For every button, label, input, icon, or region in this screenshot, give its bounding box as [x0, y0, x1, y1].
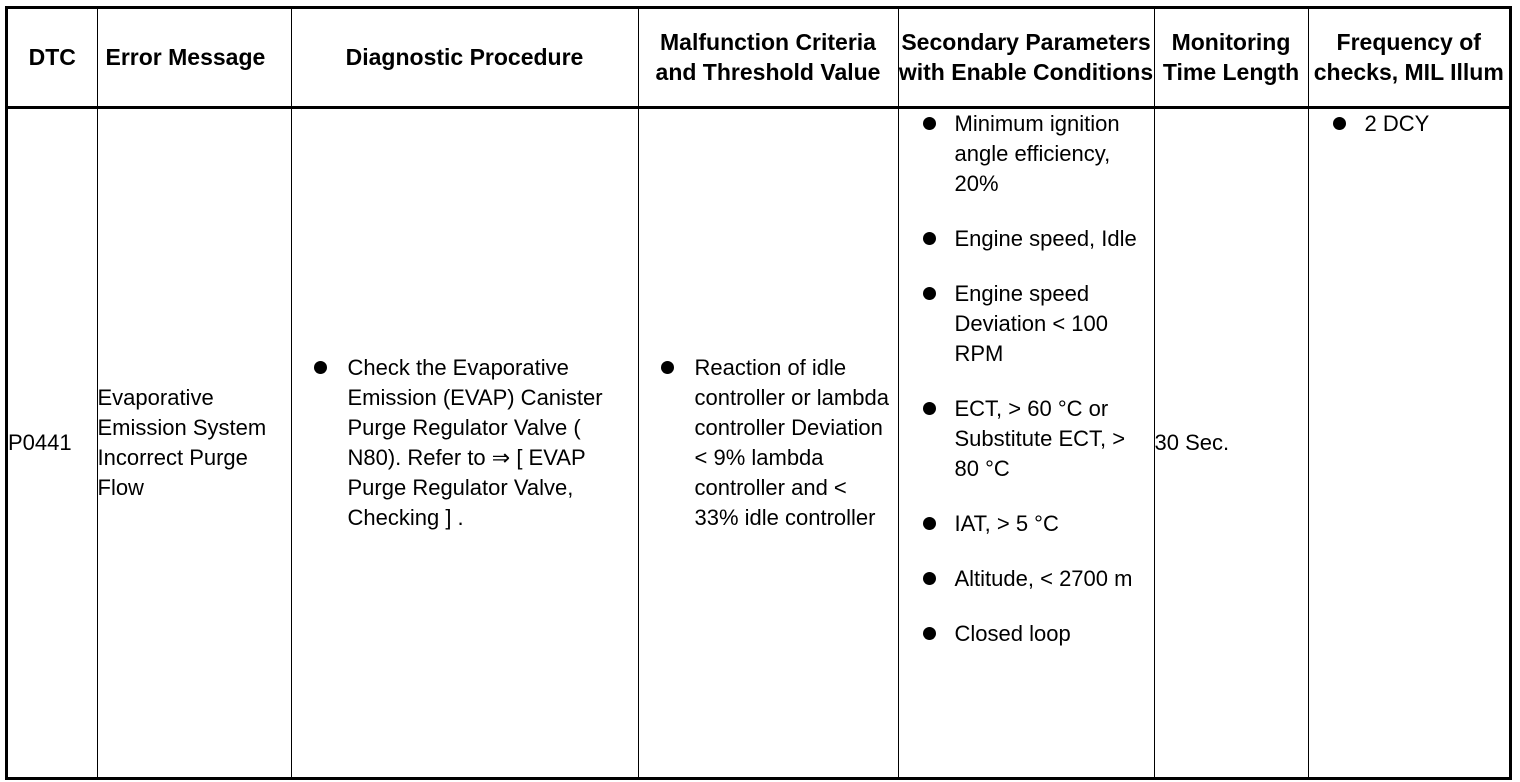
secondary-parameters-cell: [898, 107, 1154, 777]
dtc-table: [8, 9, 1509, 777]
dtc-code: P0441: [8, 107, 97, 777]
malfunction-criteria-text: Reaction of idle controller or lambda controller Deviation < 9% lambda controller and < 33% idle controller: [694, 354, 889, 530]
secondary-parameter-text: Altitude, < 2700 m: [954, 565, 1133, 591]
list-item: [899, 394, 1154, 484]
list-item: [899, 109, 1154, 199]
table-row: [8, 107, 1509, 777]
secondary-parameter-text: Engine speed, Idle: [954, 225, 1137, 251]
bullet-icon: [1333, 117, 1346, 130]
bullet-icon: [923, 572, 936, 585]
bullet-icon: [923, 287, 936, 300]
frequency-text: 2 DCY: [1364, 110, 1430, 136]
list-item: [899, 224, 1154, 254]
header-row: [8, 9, 1509, 107]
secondary-parameter-text: IAT, > 5 °C: [954, 510, 1059, 536]
bullet-icon: [923, 627, 936, 640]
list-item: [1309, 109, 1510, 139]
list-item: [899, 509, 1154, 539]
monitoring-time: 30 Sec.: [1154, 107, 1308, 777]
header-secondary-parameters: Secondary Parameters with Enable Conditions: [898, 9, 1154, 107]
header-error-message: Error Message: [97, 9, 291, 107]
diagnostic-procedure-cell: [291, 107, 638, 777]
bullet-icon: [661, 361, 674, 374]
list-item: [899, 279, 1154, 369]
diagnostic-procedure-text: Check the Evaporative Emission (EVAP) Canister Purge Regulator Valve ( N80). Refer to ⇒ [ EVAP Purge Regulator Valve, Checking ] .: [347, 354, 603, 530]
header-diagnostic-procedure: Diagnostic Procedure: [291, 9, 638, 107]
bullet-icon: [923, 232, 936, 245]
header-frequency: Frequency of checks, MIL Illum: [1308, 9, 1509, 107]
secondary-parameter-text: Engine speed Deviation < 100 RPM: [954, 280, 1108, 366]
bullet-icon: [923, 402, 936, 415]
malfunction-criteria-cell: [638, 107, 898, 777]
error-message: Evaporative Emission System Incorrect Purge Flow: [97, 107, 291, 777]
secondary-parameter-text: Minimum ignition angle efficiency, 20%: [954, 110, 1120, 196]
list-item: [899, 619, 1154, 649]
bullet-icon: [923, 117, 936, 130]
secondary-parameter-text: Closed loop: [954, 620, 1071, 646]
list-item: [639, 353, 898, 533]
list-item: [292, 353, 638, 533]
frequency-cell: [1308, 107, 1509, 777]
header-monitoring-time: Monitoring Time Length: [1154, 9, 1308, 107]
table-frame: [5, 6, 1512, 780]
bullet-icon: [314, 361, 327, 374]
bullet-icon: [923, 517, 936, 530]
header-dtc: DTC: [8, 9, 97, 107]
secondary-parameter-text: ECT, > 60 °C or Substitute ECT, > 80 °C: [954, 395, 1126, 481]
list-item: [899, 564, 1154, 594]
header-malfunction-criteria: Malfunction Criteria and Threshold Value: [638, 9, 898, 107]
